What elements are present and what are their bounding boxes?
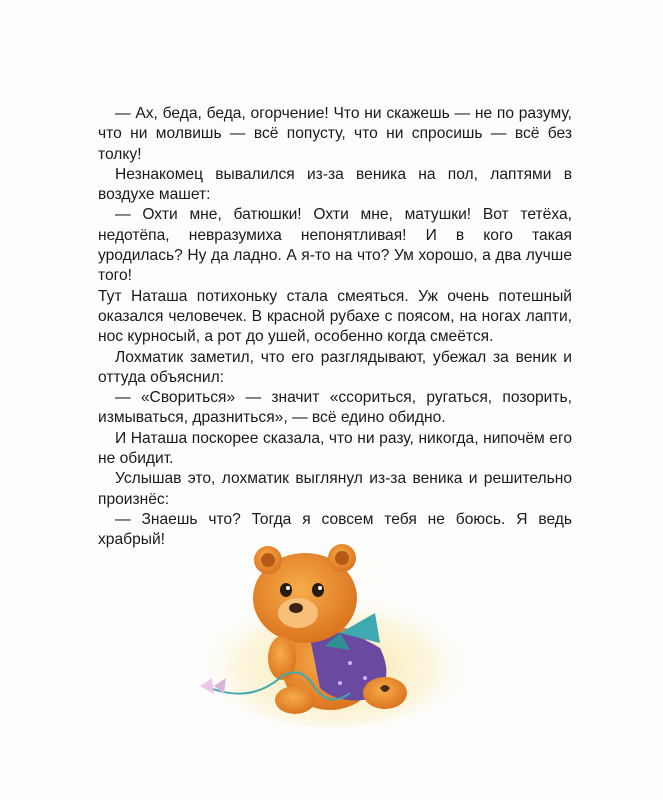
story-text: [98, 104, 572, 551]
paragraph: Услышав это, лохматик выглянул из-за веника и решительно произнёс:: [98, 470, 572, 508]
paragraph: — Знаешь что? Тогда я совсем тебя не боюсь. Я ведь храбрый!: [98, 510, 572, 549]
teddy-bear-illustration: [190, 528, 480, 728]
paragraph: — Ах, беда, беда, огорчение! Что ни скажешь — не по разуму, что ни молвишь — всё попусту, что ни спросишь — всё без толку!: [98, 105, 572, 163]
paragraph: Незнакомец вывалился из-за веника на пол, лаптями в воздухе машет:: [98, 165, 572, 204]
paragraph: Лохматик заметил, что его разглядывают, убежал за веник и оттуда объяснил:: [98, 348, 572, 386]
paragraph: И Наташа поскорее сказала, что ни разу, никогда, нипочём его не обидит.: [98, 429, 572, 468]
paragraph: — «Свориться» — значит «ссориться, ругаться, позорить, измываться, дразниться», — всё едино обидно.: [98, 389, 572, 427]
paragraph: — Охти мне, батюшки! Охти мне, матушки! Вот тетёха, недотёпа, невразумиха непонятливая! И в кого такая уродилась? Ну да ладно. А я-то на что? Ум хорошо, а два лучше того!: [98, 206, 572, 285]
paragraph: Тут Наташа потихоньку стала смеяться. Уж очень потешный оказался человечек. В красной рубахе с поясом, на ногах лапти, нос курносый, а рот до ушей, особенно когда смеётся.: [98, 287, 572, 346]
